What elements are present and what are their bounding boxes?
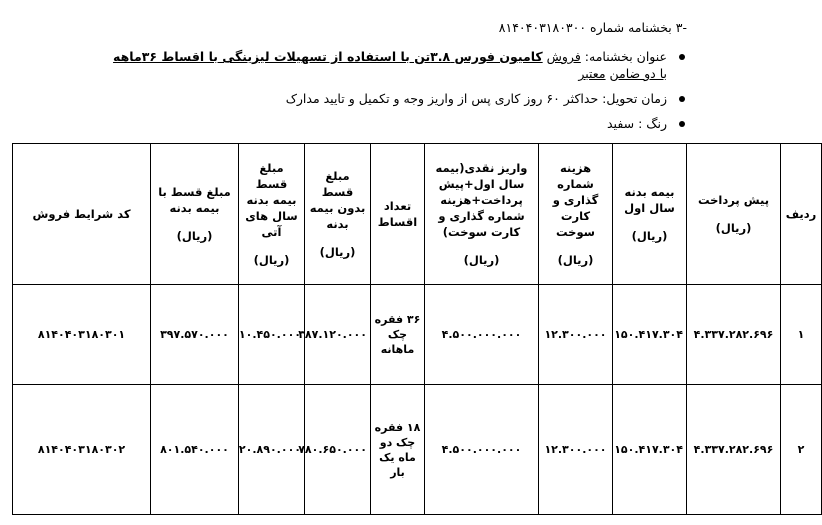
bullet-dot-icon: [679, 54, 685, 60]
cell-plate: ۱۲.۳۰۰.۰۰۰: [539, 285, 613, 385]
section-heading: [499, 20, 687, 35]
cell-future-ins: ۲۰.۸۹۰.۰۰۰: [239, 385, 305, 515]
cell-code: ۸۱۴۰۴۰۳۱۸۰۳۰۱: [13, 285, 151, 385]
section-number: -۳: [675, 20, 687, 35]
bullet-delivery: [67, 90, 687, 107]
cell-cash: ۴.۵۰۰.۰۰۰.۰۰۰: [425, 385, 539, 515]
cell-insurance: ۱۵۰.۴۱۷.۳۰۴: [613, 385, 687, 515]
header-inst-no-ins: مبلغ قسط بدون بیمه بدنه (ریال): [305, 144, 371, 285]
table-row: [13, 285, 822, 385]
header-inst-with-ins: مبلغ قسط با بیمه بدنه (ریال): [151, 144, 239, 285]
cell-insurance: ۱۵۰.۴۱۷.۳۰۴: [613, 285, 687, 385]
cell-count: ۳۶ فقره چک ماهانه: [371, 285, 425, 385]
bullet-color: [67, 115, 687, 132]
cell-code: ۸۱۴۰۴۰۳۱۸۰۳۰۲: [13, 385, 151, 515]
color-text: رنگ : سفید: [607, 116, 667, 131]
bullet-list: [67, 48, 687, 140]
subject-label: عنوان بخشنامه:: [584, 49, 667, 64]
bullet-subject: [107, 48, 687, 82]
cell-future-ins: ۱۰.۴۵۰.۰۰۰: [239, 285, 305, 385]
cell-row-no: ۱: [781, 285, 822, 385]
delivery-text: زمان تحویل: حداکثر ۶۰ روز کاری پس از واریز وجه و تکمیل و تایید مدارک: [285, 91, 667, 106]
sales-conditions-table: [12, 143, 822, 515]
subject-post2: معتبر: [578, 66, 606, 81]
cell-inst-no-ins: ۷۸۰.۶۵۰.۰۰۰: [305, 385, 371, 515]
header-code: کد شرایط فروش: [13, 144, 151, 285]
table-row: [13, 385, 822, 515]
cell-plate: ۱۲.۳۰۰.۰۰۰: [539, 385, 613, 515]
cell-cash: ۴.۵۰۰.۰۰۰.۰۰۰: [425, 285, 539, 385]
cell-inst-with-ins: ۸۰۱.۵۴۰.۰۰۰: [151, 385, 239, 515]
header-insurance: بیمه بدنه سال اول (ریال): [613, 144, 687, 285]
cell-inst-with-ins: ۳۹۷.۵۷۰.۰۰۰: [151, 285, 239, 385]
cell-row-no: ۲: [781, 385, 822, 515]
cell-inst-no-ins: ۳۸۷.۱۲۰.۰۰۰: [305, 285, 371, 385]
table-header-row: [13, 144, 822, 285]
bullet-dot-icon: [679, 96, 685, 102]
subject-bold: کامیون فورس ۳.۸تن با استفاده از تسهیلات لیزینگی با اقساط ۳۶ماهه: [113, 49, 543, 64]
cell-count: ۱۸ فقره چک دو ماه یک بار: [371, 385, 425, 515]
header-prepayment: پیش پرداخت (ریال): [687, 144, 781, 285]
header-plate: هزینه شماره گذاری و کارت سوخت (ریال): [539, 144, 613, 285]
header-cash: واریز نقدی(بیمه سال اول+پیش پرداخت+هزینه شماره گذاری و کارت سوخت) (ریال): [425, 144, 539, 285]
subject-post: با دو ضامن: [609, 66, 667, 81]
header-count: تعداد اقساط: [371, 144, 425, 285]
cell-prepayment: ۴.۳۳۷.۲۸۲.۶۹۶: [687, 285, 781, 385]
header-future-ins: مبلغ قسط بیمه بدنه سال های آتی (ریال): [239, 144, 305, 285]
bullet-dot-icon: [679, 121, 685, 127]
subject-pre: فروش: [546, 49, 581, 64]
header-row-no: ردیف: [781, 144, 822, 285]
cell-prepayment: ۴.۳۳۷.۲۸۲.۶۹۶: [687, 385, 781, 515]
section-title: بخشنامه شماره ۸۱۴۰۴۰۳۱۸۰۳۰۰: [498, 20, 672, 35]
